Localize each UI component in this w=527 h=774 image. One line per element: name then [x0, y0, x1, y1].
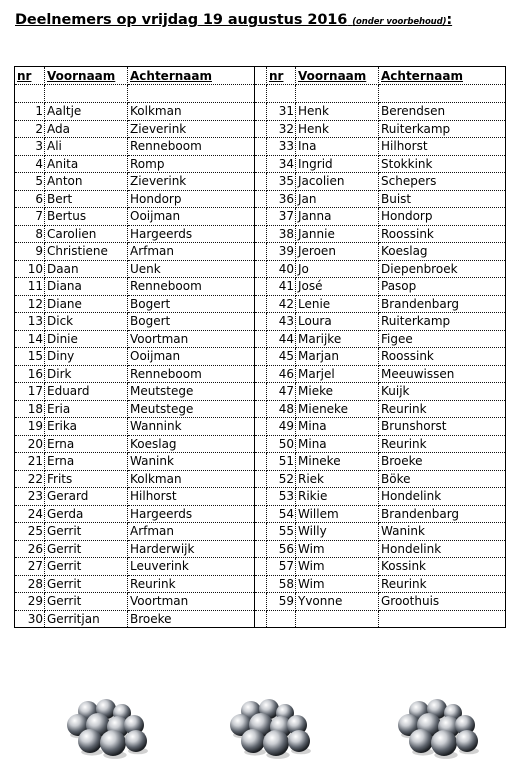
participant-first-name: Janna	[296, 208, 379, 226]
column-spacer	[255, 348, 267, 366]
empty-cell	[296, 610, 379, 628]
participant-last-name: Meeuwissen	[379, 365, 506, 383]
participant-nr: 37	[267, 208, 296, 226]
participant-nr: 25	[15, 523, 45, 541]
participant-nr: 5	[15, 173, 45, 191]
participant-first-name: Mieke	[296, 383, 379, 401]
table-row	[15, 225, 506, 243]
participant-last-name: Koeslag	[128, 435, 255, 453]
column-spacer	[255, 540, 267, 558]
participant-nr: 10	[15, 260, 45, 278]
petanque-ball	[431, 730, 457, 756]
table-row	[15, 488, 506, 506]
participant-nr: 47	[267, 383, 296, 401]
participant-last-name: Meutstege	[128, 400, 255, 418]
participant-first-name: Gerritjan	[45, 610, 128, 628]
participant-last-name: Böke	[379, 470, 506, 488]
participant-nr: 27	[15, 558, 45, 576]
table-row	[15, 208, 506, 226]
participant-nr: 9	[15, 243, 45, 261]
participant-last-name: Brandenbarg	[379, 295, 506, 313]
empty-cell	[15, 85, 45, 103]
table-row	[15, 365, 506, 383]
column-spacer	[255, 453, 267, 471]
column-spacer	[255, 610, 267, 628]
table-row	[15, 610, 506, 628]
participant-last-name: Hargeerds	[128, 225, 255, 243]
header-first-name: Voornaam	[45, 67, 128, 85]
participant-first-name: Bertus	[45, 208, 128, 226]
participant-nr: 34	[267, 155, 296, 173]
participant-nr: 7	[15, 208, 45, 226]
table-row	[15, 260, 506, 278]
column-spacer	[255, 243, 267, 261]
participant-first-name: Aaltje	[45, 103, 128, 121]
table-row	[15, 330, 506, 348]
participant-first-name: Wim	[296, 540, 379, 558]
table-row	[15, 243, 506, 261]
participant-first-name: Wim	[296, 575, 379, 593]
participant-last-name: Ooijman	[128, 348, 255, 366]
header-last-name: Achternaam	[128, 67, 255, 85]
participant-last-name: Wannink	[128, 418, 255, 436]
participant-first-name: Jacolien	[296, 173, 379, 191]
column-spacer	[255, 400, 267, 418]
participant-last-name: Arfman	[128, 523, 255, 541]
participant-nr: 35	[267, 173, 296, 191]
participant-nr: 32	[267, 120, 296, 138]
participant-nr: 15	[15, 348, 45, 366]
table-row	[15, 173, 506, 191]
participant-first-name: Gerrit	[45, 540, 128, 558]
column-spacer	[255, 365, 267, 383]
column-spacer	[255, 435, 267, 453]
column-spacer	[255, 260, 267, 278]
participant-first-name: Marjan	[296, 348, 379, 366]
participant-first-name: Mieneke	[296, 400, 379, 418]
participant-last-name: Schepers	[379, 173, 506, 191]
participant-nr: 49	[267, 418, 296, 436]
table-row	[15, 470, 506, 488]
participant-nr: 28	[15, 575, 45, 593]
participant-first-name: Dick	[45, 313, 128, 331]
participant-first-name: Christiene	[45, 243, 128, 261]
column-spacer	[255, 313, 267, 331]
participant-nr: 14	[15, 330, 45, 348]
participant-nr: 2	[15, 120, 45, 138]
participant-last-name: Berendsen	[379, 103, 506, 121]
column-spacer	[255, 523, 267, 541]
participant-first-name: José	[296, 278, 379, 296]
participant-nr: 40	[267, 260, 296, 278]
participant-nr: 30	[15, 610, 45, 628]
participant-nr: 12	[15, 295, 45, 313]
empty-cell	[379, 85, 506, 103]
participant-last-name: Kolkman	[128, 470, 255, 488]
participant-nr: 57	[267, 558, 296, 576]
table-row	[15, 453, 506, 471]
petanque-ball	[263, 730, 289, 756]
column-spacer	[255, 418, 267, 436]
participant-first-name: Anton	[45, 173, 128, 191]
participant-last-name: Reurink	[379, 575, 506, 593]
participant-nr: 4	[15, 155, 45, 173]
participant-first-name: Lenie	[296, 295, 379, 313]
participant-last-name: Wanink	[379, 523, 506, 541]
participant-first-name: Bert	[45, 190, 128, 208]
participant-first-name: Diny	[45, 348, 128, 366]
column-spacer	[255, 103, 267, 121]
participant-last-name: Zieverink	[128, 120, 255, 138]
participant-nr: 59	[267, 593, 296, 611]
participant-first-name: Gerrit	[45, 593, 128, 611]
participant-first-name: Henk	[296, 120, 379, 138]
table-row	[15, 418, 506, 436]
participant-last-name: Kuijk	[379, 383, 506, 401]
participant-last-name: Broeke	[128, 610, 255, 628]
column-spacer	[255, 558, 267, 576]
participant-nr: 19	[15, 418, 45, 436]
participant-first-name: Jo	[296, 260, 379, 278]
participant-last-name: Stokkink	[379, 155, 506, 173]
participant-last-name: Renneboom	[128, 138, 255, 156]
participant-last-name: Reurink	[379, 435, 506, 453]
title-colon: :	[446, 12, 453, 28]
petanque-balls-image-3	[389, 695, 484, 760]
petanque-ball	[100, 730, 126, 756]
participant-last-name: Diepenbroek	[379, 260, 506, 278]
participant-nr: 56	[267, 540, 296, 558]
participant-first-name: Jeroen	[296, 243, 379, 261]
participant-last-name: Romp	[128, 155, 255, 173]
participant-first-name: Erna	[45, 453, 128, 471]
participant-last-name: Kolkman	[128, 103, 255, 121]
participant-first-name: Yvonne	[296, 593, 379, 611]
table-row	[15, 435, 506, 453]
participant-nr: 31	[267, 103, 296, 121]
table-row	[15, 383, 506, 401]
participant-last-name: Pasop	[379, 278, 506, 296]
column-spacer	[255, 488, 267, 506]
table-row	[15, 558, 506, 576]
empty-cell	[296, 85, 379, 103]
participant-last-name: Hondelink	[379, 488, 506, 506]
participant-last-name: Hilhorst	[128, 488, 255, 506]
participant-nr: 18	[15, 400, 45, 418]
participant-last-name: Hilhorst	[379, 138, 506, 156]
participant-first-name: Mina	[296, 435, 379, 453]
participant-first-name: Frits	[45, 470, 128, 488]
participant-first-name: Gerard	[45, 488, 128, 506]
empty-cell	[255, 85, 267, 103]
column-spacer	[255, 575, 267, 593]
empty-cell	[45, 85, 128, 103]
participant-nr: 38	[267, 225, 296, 243]
participant-nr: 16	[15, 365, 45, 383]
participant-first-name: Gerrit	[45, 523, 128, 541]
participant-last-name: Kossink	[379, 558, 506, 576]
column-spacer	[255, 383, 267, 401]
table-row	[15, 505, 506, 523]
empty-cell	[128, 85, 255, 103]
column-spacer	[255, 505, 267, 523]
header-nr: nr	[15, 67, 45, 85]
empty-cell	[267, 610, 296, 628]
participant-nr: 23	[15, 488, 45, 506]
participant-last-name: Figee	[379, 330, 506, 348]
participant-last-name: Ruiterkamp	[379, 120, 506, 138]
participant-first-name: Eduard	[45, 383, 128, 401]
participant-nr: 29	[15, 593, 45, 611]
column-spacer	[255, 138, 267, 156]
table-row	[15, 155, 506, 173]
title-note: (onder voorbehoud)	[352, 17, 447, 27]
participant-nr: 42	[267, 295, 296, 313]
participant-first-name: Rikie	[296, 488, 379, 506]
title-main: Deelnemers op vrijdag 19 augustus 2016	[15, 12, 348, 28]
participant-nr: 58	[267, 575, 296, 593]
participant-last-name: Ruiterkamp	[379, 313, 506, 331]
table-row	[15, 120, 506, 138]
column-spacer	[255, 225, 267, 243]
header-last-name: Achternaam	[379, 67, 506, 85]
table-row	[15, 400, 506, 418]
column-spacer	[255, 593, 267, 611]
participant-nr: 44	[267, 330, 296, 348]
participant-first-name: Ali	[45, 138, 128, 156]
petanque-ball	[241, 729, 265, 753]
participant-first-name: Dirk	[45, 365, 128, 383]
column-spacer	[255, 295, 267, 313]
participant-first-name: Gerrit	[45, 575, 128, 593]
participant-last-name: Broeke	[379, 453, 506, 471]
participant-nr: 41	[267, 278, 296, 296]
participant-nr: 52	[267, 470, 296, 488]
participant-nr: 3	[15, 138, 45, 156]
empty-cell	[379, 610, 506, 628]
participant-nr: 43	[267, 313, 296, 331]
table-row	[15, 348, 506, 366]
petanque-ball	[78, 729, 102, 753]
participant-first-name: Wim	[296, 558, 379, 576]
participant-last-name: Leuverink	[128, 558, 255, 576]
participants-table	[14, 66, 506, 628]
column-spacer	[255, 208, 267, 226]
table-row	[15, 593, 506, 611]
participant-nr: 46	[267, 365, 296, 383]
table-row	[15, 103, 506, 121]
participant-first-name: Willem	[296, 505, 379, 523]
participant-last-name: Hondorp	[128, 190, 255, 208]
petanque-ball	[288, 730, 310, 752]
participant-last-name: Voortman	[128, 593, 255, 611]
participant-nr: 24	[15, 505, 45, 523]
participant-nr: 21	[15, 453, 45, 471]
participant-nr: 45	[267, 348, 296, 366]
participant-first-name: Diane	[45, 295, 128, 313]
participant-last-name: Reurink	[128, 575, 255, 593]
participant-last-name: Uenk	[128, 260, 255, 278]
participant-nr: 33	[267, 138, 296, 156]
participant-first-name: Erna	[45, 435, 128, 453]
column-spacer	[255, 67, 267, 85]
table-row	[15, 523, 506, 541]
participant-nr: 17	[15, 383, 45, 401]
empty-cell	[267, 85, 296, 103]
petanque-ball	[456, 730, 478, 752]
table-row	[15, 540, 506, 558]
participant-nr: 26	[15, 540, 45, 558]
participant-first-name: Willy	[296, 523, 379, 541]
participant-last-name: Hondelink	[379, 540, 506, 558]
participant-first-name: Loura	[296, 313, 379, 331]
participant-first-name: Carolien	[45, 225, 128, 243]
column-spacer	[255, 155, 267, 173]
participant-first-name: Jannie	[296, 225, 379, 243]
column-spacer	[255, 278, 267, 296]
participant-last-name: Wanink	[128, 453, 255, 471]
participant-first-name: Daan	[45, 260, 128, 278]
petanque-ball	[409, 729, 433, 753]
participant-nr: 53	[267, 488, 296, 506]
participant-first-name: Marijke	[296, 330, 379, 348]
participant-nr: 48	[267, 400, 296, 418]
table-empty-row	[15, 85, 506, 103]
participant-nr: 11	[15, 278, 45, 296]
column-spacer	[255, 173, 267, 191]
page-title	[15, 12, 452, 28]
participant-last-name: Groothuis	[379, 593, 506, 611]
participant-first-name: Ina	[296, 138, 379, 156]
participant-last-name: Renneboom	[128, 278, 255, 296]
participant-last-name: Ooijman	[128, 208, 255, 226]
participant-last-name: Zieverink	[128, 173, 255, 191]
participant-first-name: Riek	[296, 470, 379, 488]
participant-last-name: Meutstege	[128, 383, 255, 401]
table-row	[15, 138, 506, 156]
table-row	[15, 278, 506, 296]
participant-nr: 20	[15, 435, 45, 453]
column-spacer	[255, 330, 267, 348]
participant-first-name: Dinie	[45, 330, 128, 348]
participant-first-name: Mineke	[296, 453, 379, 471]
participant-last-name: Bogert	[128, 313, 255, 331]
header-nr: nr	[267, 67, 296, 85]
participant-nr: 6	[15, 190, 45, 208]
petanque-balls-image-2	[221, 695, 316, 760]
participant-nr: 22	[15, 470, 45, 488]
participant-nr: 13	[15, 313, 45, 331]
participant-last-name: Bogert	[128, 295, 255, 313]
participant-first-name: Mina	[296, 418, 379, 436]
participant-last-name: Brandenbarg	[379, 505, 506, 523]
table-header-row	[15, 67, 506, 85]
participant-nr: 55	[267, 523, 296, 541]
participant-first-name: Erika	[45, 418, 128, 436]
participant-last-name: Renneboom	[128, 365, 255, 383]
participant-first-name: Henk	[296, 103, 379, 121]
participant-first-name: Ingrid	[296, 155, 379, 173]
header-first-name: Voornaam	[296, 67, 379, 85]
participant-first-name: Jan	[296, 190, 379, 208]
participant-last-name: Hargeerds	[128, 505, 255, 523]
column-spacer	[255, 120, 267, 138]
participant-last-name: Roossink	[379, 348, 506, 366]
participant-nr: 50	[267, 435, 296, 453]
participant-nr: 8	[15, 225, 45, 243]
participant-last-name: Koeslag	[379, 243, 506, 261]
column-spacer	[255, 470, 267, 488]
participant-first-name: Diana	[45, 278, 128, 296]
participant-nr: 54	[267, 505, 296, 523]
participant-first-name: Gerda	[45, 505, 128, 523]
participant-last-name: Harderwijk	[128, 540, 255, 558]
participant-nr: 51	[267, 453, 296, 471]
table-row	[15, 295, 506, 313]
participant-last-name: Brunshorst	[379, 418, 506, 436]
participant-first-name: Anita	[45, 155, 128, 173]
participant-first-name: Eria	[45, 400, 128, 418]
participant-last-name: Voortman	[128, 330, 255, 348]
table-row	[15, 575, 506, 593]
participant-first-name: Marjel	[296, 365, 379, 383]
participant-last-name: Roossink	[379, 225, 506, 243]
participant-last-name: Hondorp	[379, 208, 506, 226]
participant-first-name: Ada	[45, 120, 128, 138]
participant-nr: 39	[267, 243, 296, 261]
participant-last-name: Reurink	[379, 400, 506, 418]
participant-last-name: Buist	[379, 190, 506, 208]
petanque-balls-image-1	[58, 695, 153, 760]
column-spacer	[255, 190, 267, 208]
table-row	[15, 313, 506, 331]
participant-nr: 36	[267, 190, 296, 208]
participant-nr: 1	[15, 103, 45, 121]
participant-last-name: Arfman	[128, 243, 255, 261]
petanque-ball	[125, 730, 147, 752]
participant-first-name: Gerrit	[45, 558, 128, 576]
table-row	[15, 190, 506, 208]
